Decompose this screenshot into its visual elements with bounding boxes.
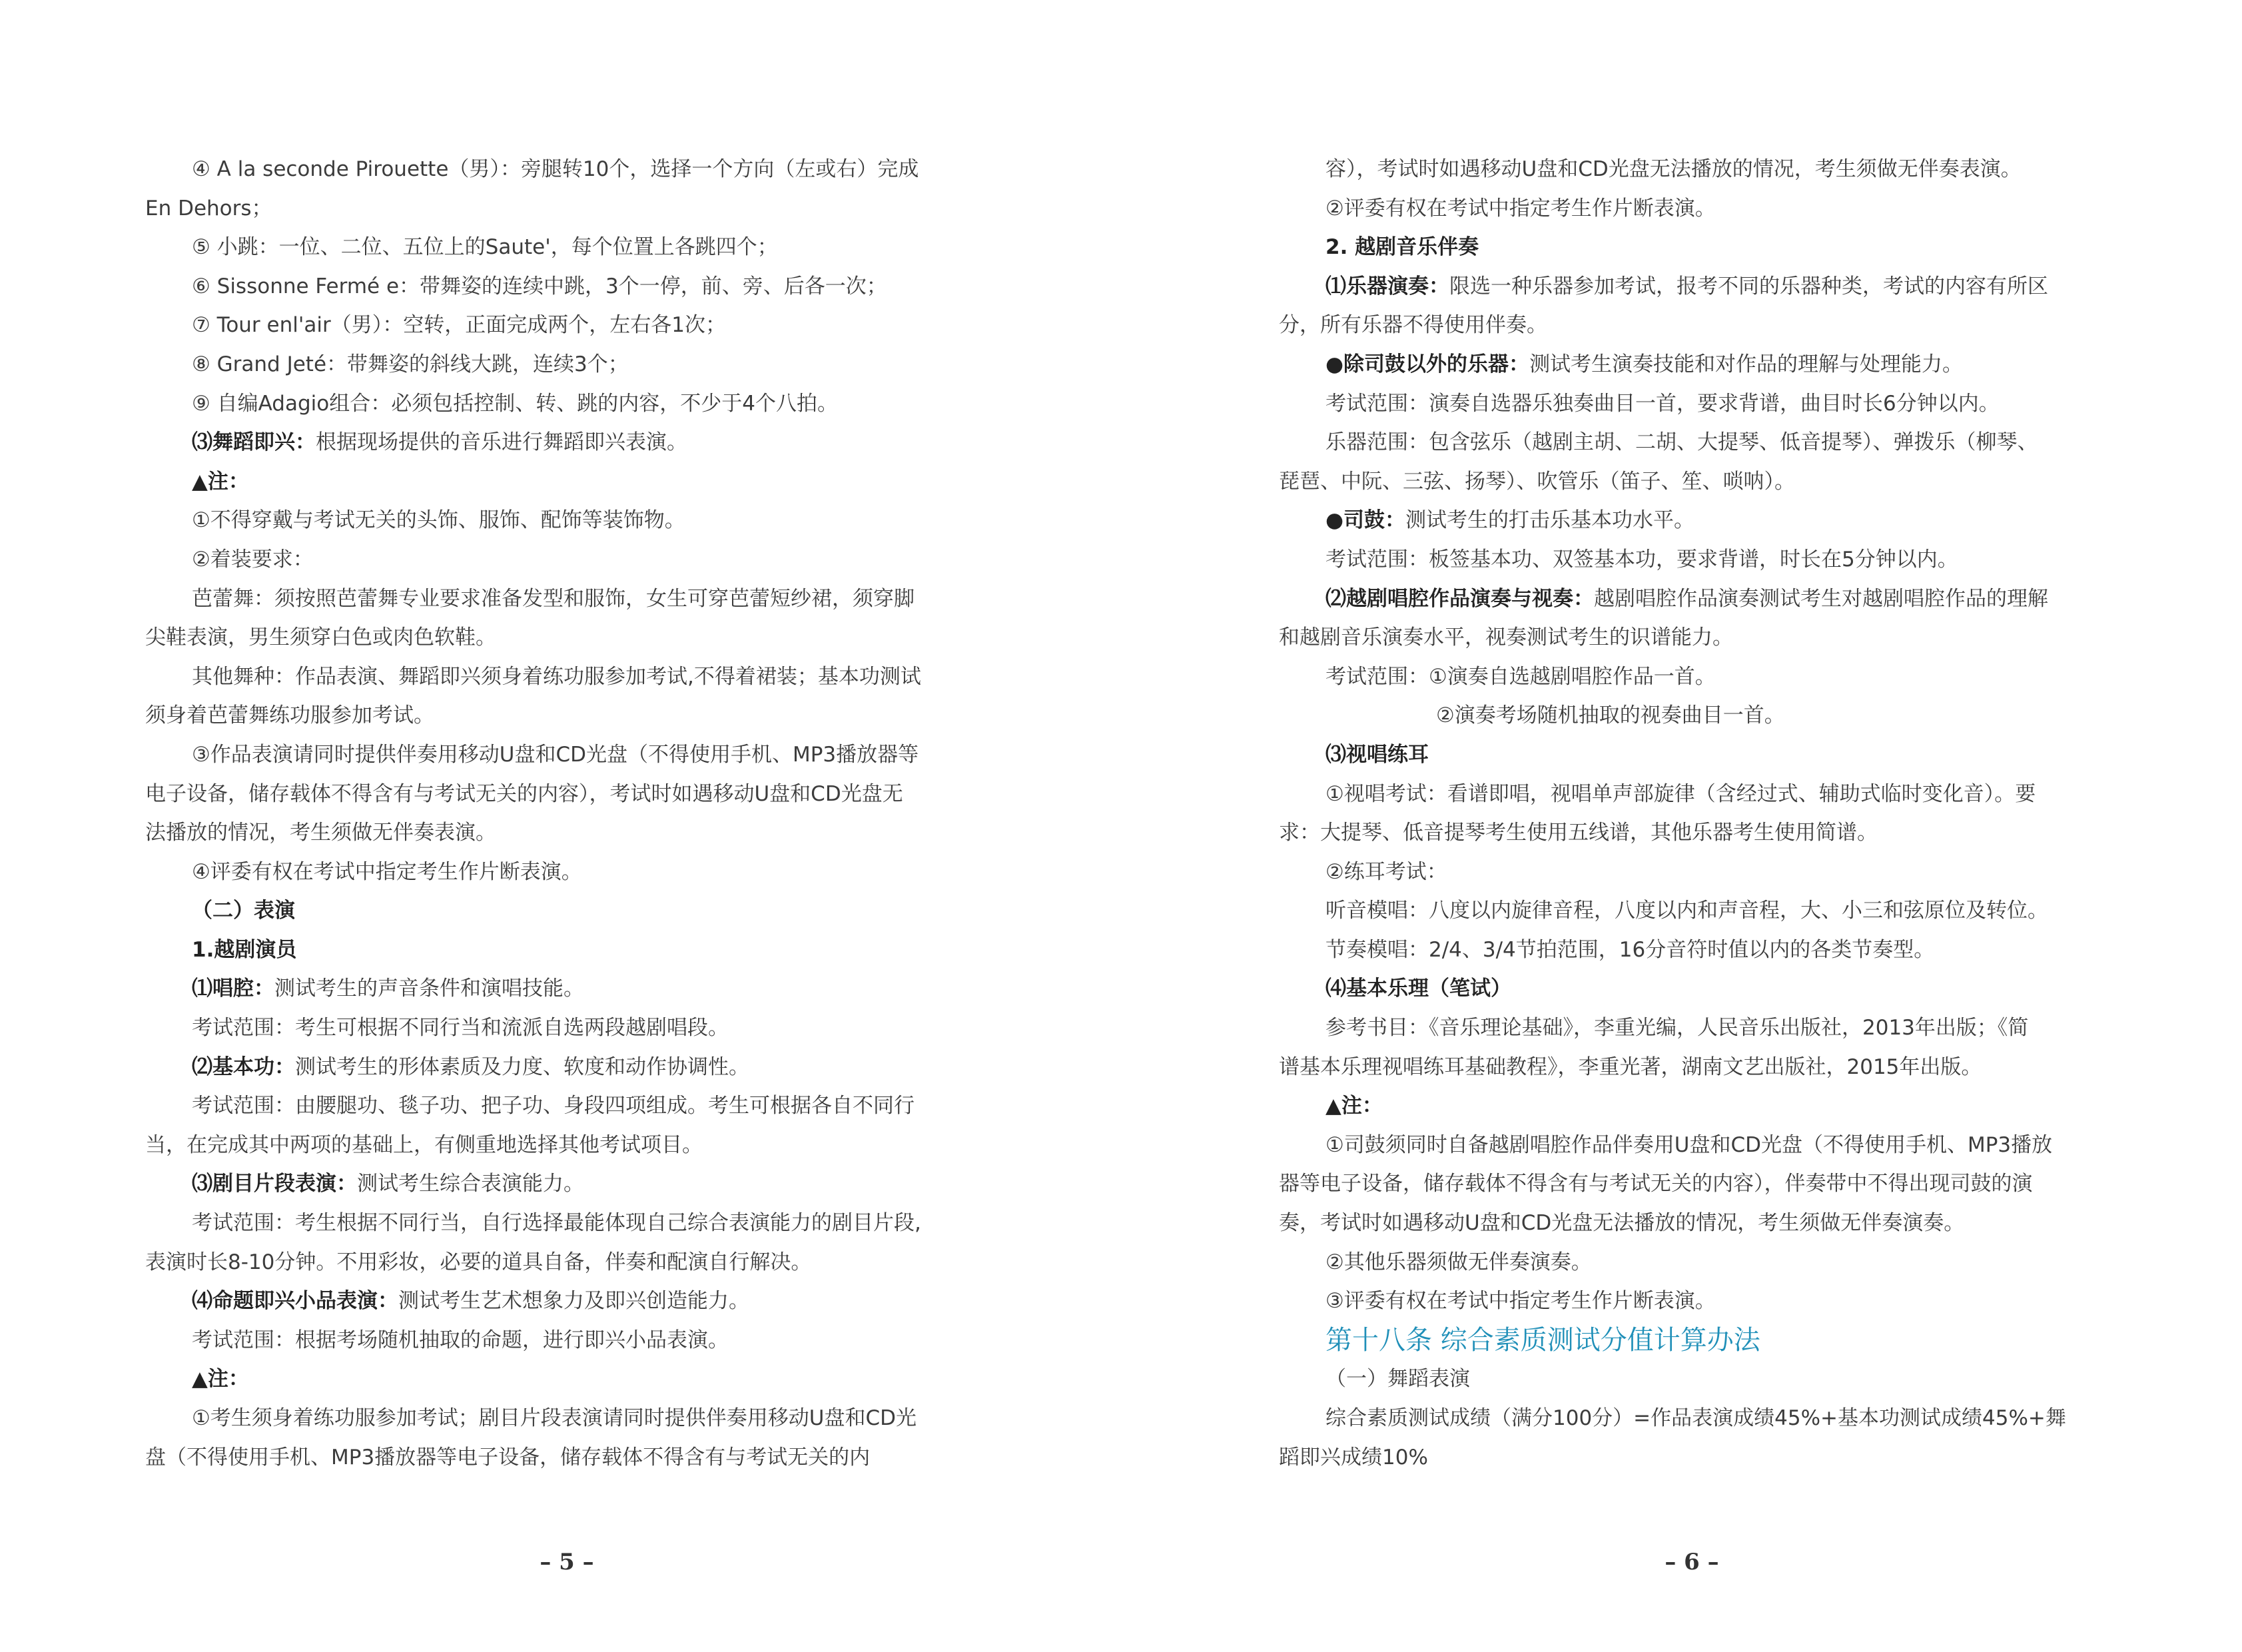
line-text: 表演时长8-10分钟。不用彩妆，必要的道具自备，伴奏和配演自行解决。 <box>145 1250 812 1274</box>
text-line <box>1279 540 2131 580</box>
text-line <box>1279 853 2131 892</box>
bold-label: ▲注： <box>192 469 249 494</box>
line-text: ⑧ Grand Jeté：带舞姿的斜线大跳，连续3个； <box>192 352 629 376</box>
line-text: 测试考生综合表演能力。 <box>357 1172 584 1196</box>
line-text: 测试考生演奏技能和对作品的理解与处理能力。 <box>1529 352 1964 376</box>
line-text: ①视唱考试：看谱即唱，视唱单声部旋律（含经过式、辅助式临时变化音）。要 <box>1325 781 2036 806</box>
bold-label: 2. 越剧音乐伴奏 <box>1325 235 1479 260</box>
text-line <box>1279 1243 2131 1282</box>
line-text: ⑥ Sissonne Fermé e：带舞姿的连续中跳，3个一停，前、旁、后各一次； <box>192 274 887 298</box>
line-text: 琵琶、中阮、三弦、扬琴）、吹管乐（笛子、笙、唢呐）。 <box>1279 469 1795 494</box>
text-line <box>145 1086 998 1126</box>
heading-text: 第十八条 综合素质测试分值计算办法 <box>1325 1324 1760 1356</box>
text-line <box>145 1282 998 1321</box>
text-line <box>1279 228 2131 267</box>
text-line <box>1279 931 2131 970</box>
text-line <box>1279 1009 2131 1048</box>
bold-label: ⑴唱腔： <box>192 977 274 1001</box>
line-text: 分，所有乐器不得使用伴奏。 <box>1279 313 1547 338</box>
text-line <box>145 267 998 306</box>
line-text: 法播放的情况，考生须做无伴奏表演。 <box>145 821 496 845</box>
line-text: 考试范围：根据考场随机抽取的命题，进行即兴小品表演。 <box>192 1328 729 1352</box>
text-line <box>1279 657 2131 697</box>
line-text: 盘（不得使用手机、MP3播放器等电子设备，储存载体不得含有与考试无关的内 <box>145 1445 871 1469</box>
line-text: 奏，考试时如遇移动U盘和CD光盘无法播放的情况，考生须做无伴奏演奏。 <box>1279 1211 1965 1236</box>
text-line <box>145 775 998 814</box>
line-text: 越剧唱腔作品演奏测试考生对越剧唱腔作品的理解 <box>1594 586 2048 611</box>
text-line <box>145 813 998 853</box>
section-heading <box>1279 1321 2131 1360</box>
text-line <box>145 384 998 424</box>
line-text: ②评委有权在考试中指定考生作片断表演。 <box>1325 196 1716 220</box>
line-text: 考试范围：①演奏自选越剧唱腔作品一首。 <box>1325 664 1716 689</box>
text-line <box>145 1321 998 1360</box>
text-line <box>1279 735 2131 775</box>
line-text: 乐器范围：包含弦乐（越剧主胡、二胡、大提琴、低音提琴）、弹拨乐（柳琴、 <box>1325 430 2038 455</box>
line-text: 电子设备，储存载体不得含有与考试无关的内容），考试时如遇移动U盘和CD光盘无 <box>145 781 903 806</box>
line-text: 测试考生艺术想象力及即兴创造能力。 <box>398 1289 749 1314</box>
line-text: 当，在完成其中两项的基础上，有侧重地选择其他考试项目。 <box>145 1132 703 1157</box>
text-line <box>1279 1204 2131 1243</box>
bold-label: ⑵基本功： <box>192 1054 295 1079</box>
text-line <box>145 150 998 189</box>
line-text: 芭蕾舞：须按照芭蕾舞专业要求准备发型和服饰，女生可穿芭蕾短纱裙，须穿脚 <box>192 586 915 611</box>
line-text: 谱基本乐理视唱练耳基础教程》，李重光著，湖南文艺出版社，2015年出版。 <box>1279 1054 1982 1079</box>
line-text: 蹈即兴成绩10% <box>1279 1445 1428 1469</box>
text-line <box>1279 775 2131 814</box>
text-line <box>145 696 998 735</box>
page-right <box>1279 150 2131 1477</box>
text-line <box>145 1126 998 1165</box>
text-line <box>1279 813 2131 853</box>
line-text: 考试范围：考生可根据不同行当和流派自选两段越剧唱段。 <box>192 1016 729 1040</box>
bold-label: ●除司鼓以外的乐器： <box>1325 352 1530 376</box>
text-line <box>145 853 998 892</box>
text-line <box>145 1048 998 1087</box>
text-line <box>1279 1164 2131 1204</box>
page-number-5: – 5 – <box>540 1549 594 1575</box>
bold-label: （二）表演 <box>192 899 295 923</box>
line-text: ①考生须身着练功服参加考试；剧目片段表演请同时提供伴奏用移动U盘和CD光 <box>192 1406 917 1430</box>
bold-label: ●司鼓： <box>1325 508 1406 533</box>
line-text: 测试考生的声音条件和演唱技能。 <box>274 977 584 1001</box>
text-line <box>1279 1048 2131 1087</box>
line-text: 测试考生的打击乐基本功水平。 <box>1405 508 1695 533</box>
text-line <box>145 1438 998 1477</box>
bold-label: ⑵越剧唱腔作品演奏与视奏： <box>1325 586 1594 611</box>
line-text: 测试考生的形体素质及力度、软度和动作协调性。 <box>295 1054 749 1079</box>
text-line <box>145 1009 998 1048</box>
bold-label: ⑷命题即兴小品表演： <box>192 1289 398 1314</box>
line-text: 参考书目：《音乐理论基础》，李重光编，人民音乐出版社，2013年出版；《简 <box>1325 1016 2029 1040</box>
line-text: ⑨ 自编Adagio组合：必须包括控制、转、跳的内容，不少于4个八拍。 <box>192 391 838 416</box>
line-text: ④ A la seconde Pirouette（男）：旁腿转10个，选择一个方向（左或右）完成 <box>192 157 919 181</box>
line-text: ②其他乐器须做无伴奏演奏。 <box>1325 1250 1592 1274</box>
bold-label: ⑷基本乐理（笔试） <box>1325 977 1511 1001</box>
text-line <box>145 540 998 580</box>
text-line <box>1279 580 2131 619</box>
text-line <box>145 1243 998 1282</box>
text-line <box>1279 1360 2131 1399</box>
line-text: 限选一种乐器参加考试，报考不同的乐器种类，考试的内容有所区 <box>1449 274 2048 298</box>
line-text: 考试范围：板签基本功、双签基本功，要求背谱，时长在5分钟以内。 <box>1325 547 1958 572</box>
line-text: 器等电子设备，储存载体不得含有与考试无关的内容），伴奏带中不得出现司鼓的演 <box>1279 1172 2033 1196</box>
text-line <box>145 735 998 775</box>
line-text: （一）舞蹈表演 <box>1325 1367 1470 1392</box>
text-line <box>145 306 998 345</box>
text-line <box>1279 150 2131 189</box>
bold-label: 1.越剧演员 <box>192 937 297 962</box>
text-line <box>145 1360 998 1399</box>
line-text: 考试范围：考生根据不同行当，自行选择最能体现自己综合表演能力的剧目片段, <box>192 1211 921 1236</box>
line-text: ①不得穿戴与考试无关的头饰、服饰、配饰等装饰物。 <box>192 508 685 533</box>
text-line <box>145 228 998 267</box>
text-line <box>145 618 998 657</box>
page-number-6: – 6 – <box>1665 1549 1719 1575</box>
text-line <box>145 657 998 697</box>
line-text: 听音模唱：八度以内旋律音程，八度以内和声音程，大、小三和弦原位及转位。 <box>1325 899 2048 923</box>
text-line <box>145 423 998 462</box>
text-line <box>1279 969 2131 1009</box>
bold-label: ⑴乐器演奏： <box>1325 274 1449 298</box>
line-text: ④评委有权在考试中指定考生作片断表演。 <box>192 859 582 884</box>
text-line <box>1279 1282 2131 1321</box>
text-line <box>145 1204 998 1243</box>
text-line <box>1279 1126 2131 1165</box>
line-text: 容），考试时如遇移动U盘和CD光盘无法播放的情况，考生须做无伴奏表演。 <box>1325 157 2022 181</box>
line-text: ③作品表演请同时提供伴奏用移动U盘和CD光盘（不得使用手机、MP3播放器等 <box>192 742 919 767</box>
text-line <box>145 580 998 619</box>
text-line <box>145 1164 998 1204</box>
line-text: ⑤ 小跳：一位、二位、五位上的Saute'，每个位置上各跳四个； <box>192 235 778 260</box>
line-text: ③评委有权在考试中指定考生作片断表演。 <box>1325 1289 1716 1314</box>
text-line <box>1279 267 2131 306</box>
text-line <box>1279 384 2131 424</box>
text-line <box>145 189 998 228</box>
text-line <box>145 1399 998 1438</box>
line-text: ②着装要求： <box>192 547 314 572</box>
line-text: 和越剧音乐演奏水平，视奏测试考生的识谱能力。 <box>1279 625 1733 650</box>
text-line <box>1279 696 2131 735</box>
text-line <box>145 501 998 540</box>
line-text: 须身着芭蕾舞练功服参加考试。 <box>145 703 434 728</box>
text-line <box>145 891 998 931</box>
text-line <box>1279 1438 2131 1477</box>
text-line <box>145 345 998 384</box>
page-left <box>145 150 998 1477</box>
line-text: 根据现场提供的音乐进行舞蹈即兴表演。 <box>316 430 687 455</box>
text-line <box>145 931 998 970</box>
line-text: 综合素质测试成绩（满分100分）=作品表演成绩45%+基本功测试成绩45%+舞 <box>1325 1406 2066 1430</box>
text-line <box>1279 1399 2131 1438</box>
bold-label: ▲注： <box>192 1367 249 1392</box>
text-line <box>1279 462 2131 502</box>
line-text: 求：大提琴、低音提琴考生使用五线谱，其他乐器考生使用简谱。 <box>1279 821 1878 845</box>
text-line <box>145 969 998 1009</box>
line-text: 尖鞋表演，男生须穿白色或肉色软鞋。 <box>145 625 496 650</box>
line-text: 考试范围：演奏自选器乐独奏曲目一首，要求背谱，曲目时长6分钟以内。 <box>1325 391 2000 416</box>
text-line <box>145 462 998 502</box>
line-text: ②演奏考场随机抽取的视奏曲目一首。 <box>1436 703 1785 728</box>
bold-label: ⑶视唱练耳 <box>1325 742 1429 767</box>
text-line <box>1279 618 2131 657</box>
text-line <box>1279 423 2131 462</box>
text-line <box>1279 501 2131 540</box>
text-line <box>1279 1086 2131 1126</box>
line-text: En Dehors； <box>145 196 272 220</box>
line-text: 其他舞种：作品表演、舞蹈即兴须身着练功服参加考试,不得着裙装；基本功测试 <box>192 664 921 689</box>
line-text: ⑦ Tour enl'air（男）：空转，正面完成两个，左右各1次； <box>192 313 726 338</box>
text-line <box>1279 189 2131 228</box>
line-text: 考试范围：由腰腿功、毯子功、把子功、身段四项组成。考生可根据各自不同行 <box>192 1094 915 1118</box>
line-text: ②练耳考试： <box>1325 859 1447 884</box>
line-text: ①司鼓须同时自备越剧唱腔作品伴奏用U盘和CD光盘（不得使用手机、MP3播放 <box>1325 1132 2053 1157</box>
bold-label: ⑶剧目片段表演： <box>192 1172 357 1196</box>
text-line <box>1279 306 2131 345</box>
bold-label: ⑶舞蹈即兴： <box>192 430 316 455</box>
text-line <box>1279 345 2131 384</box>
line-text: 节奏模唱：2/4、3/4节拍范围，16分音符时值以内的各类节奏型。 <box>1325 937 1935 962</box>
bold-label: ▲注： <box>1325 1094 1383 1118</box>
text-line <box>1279 891 2131 931</box>
